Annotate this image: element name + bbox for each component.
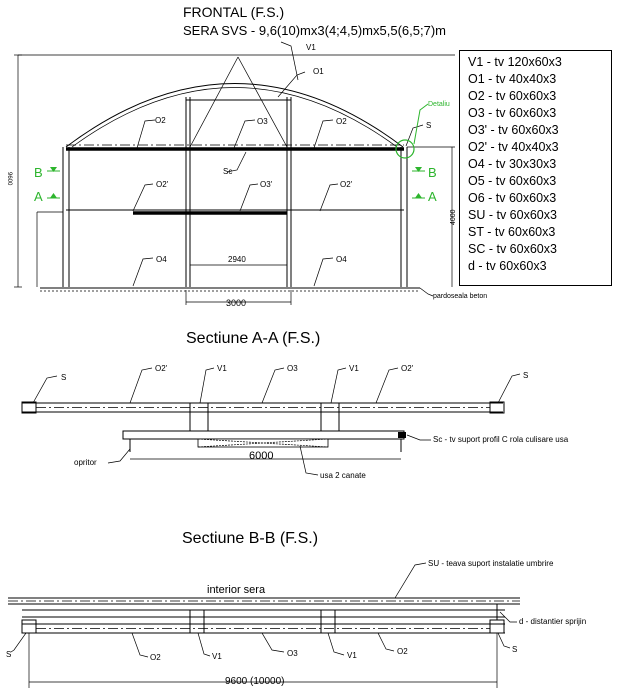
section-bb-drawing bbox=[6, 559, 586, 688]
frontal-title: FRONTAL (F.S.) bbox=[183, 4, 285, 20]
label-s: S bbox=[426, 121, 432, 130]
section-a-left: A bbox=[34, 189, 43, 204]
s-left-post bbox=[22, 402, 36, 413]
bb-v1-right-post bbox=[321, 610, 335, 633]
bb-label-o2-left: O2 bbox=[150, 653, 161, 662]
aa-label-v1-right: V1 bbox=[349, 364, 359, 373]
section-a-right: A bbox=[428, 189, 437, 204]
bb-dim-bottom: 9600 (10000) bbox=[225, 676, 285, 687]
section-aa-drawing bbox=[22, 364, 569, 480]
section-bb-title: Sectiune B-B (F.S.) bbox=[182, 530, 319, 547]
arrow-a-right bbox=[415, 193, 422, 198]
legend-item-o6: O6 - tv 60x60x3 bbox=[468, 191, 557, 205]
dim-2940: 2940 bbox=[228, 255, 246, 264]
sc-end bbox=[398, 432, 406, 438]
profile-legend bbox=[459, 50, 612, 286]
bb-label-s-left: S bbox=[6, 650, 12, 659]
section-aa-title: Sectiune A-A (F.S.) bbox=[186, 330, 321, 347]
bb-v1-left-post bbox=[190, 610, 204, 633]
bb-label-v1-right: V1 bbox=[347, 651, 357, 660]
label-o3: O3 bbox=[257, 117, 268, 126]
dim-3000: 3000 bbox=[226, 298, 247, 308]
arrow-a-left bbox=[50, 193, 57, 198]
bb-label-su-note: SU - teava suport instalatie umbrire bbox=[428, 559, 554, 568]
legend-item-o3: O3 - tv 60x60x3 bbox=[468, 106, 557, 120]
aa-label-sc-note: Sc - tv suport profil C rola culisare usa bbox=[433, 435, 569, 444]
sc-support bbox=[123, 431, 404, 439]
label-o2p-left: O2' bbox=[156, 180, 169, 189]
legend-item-o5: O5 - tv 60x60x3 bbox=[468, 174, 557, 188]
bb-label-s-right: S bbox=[512, 645, 518, 654]
bb-label-v1-left: V1 bbox=[212, 652, 222, 661]
section-b-right: B bbox=[428, 165, 437, 180]
aa-label-o2p-left: O2' bbox=[155, 364, 168, 373]
label-o3p: O3' bbox=[260, 180, 273, 189]
label-sc: Sc bbox=[223, 167, 233, 176]
aa-label-usa: usa 2 canate bbox=[320, 471, 366, 480]
bb-label-o3: O3 bbox=[287, 649, 298, 658]
label-o2-left: O2 bbox=[155, 116, 166, 125]
label-detaliu: Detaliu bbox=[428, 101, 450, 108]
label-o4-right: O4 bbox=[336, 255, 347, 264]
legend-item-o4: O4 - tv 30x30x3 bbox=[468, 157, 557, 171]
aa-label-v1-left: V1 bbox=[217, 364, 227, 373]
dim-right: 4000 bbox=[450, 209, 457, 225]
label-o1: O1 bbox=[313, 67, 324, 76]
label-o2p-right: O2' bbox=[340, 180, 353, 189]
aa-label-s-left: S bbox=[61, 373, 67, 382]
label-o4-left: O4 bbox=[156, 255, 167, 264]
legend-item-o2: O2 - tv 60x60x3 bbox=[468, 89, 557, 103]
dim-left: 9600 bbox=[6, 172, 12, 186]
label-o2-right: O2 bbox=[336, 117, 347, 126]
frontal-subtitle: SERA SVS - 9,6(10)mx3(4;4,5)mx5,5(6,5;7)m bbox=[183, 23, 446, 38]
bb-s-right-post bbox=[490, 620, 504, 633]
aa-label-o2p-right: O2' bbox=[401, 364, 414, 373]
legend-item-d: d - tv 60x60x3 bbox=[468, 259, 547, 273]
label-v1: V1 bbox=[306, 43, 316, 52]
aa-label-opritor: opritor bbox=[74, 458, 97, 467]
legend-item-st: ST - tv 60x60x3 bbox=[468, 225, 556, 239]
bb-label-interior: interior sera bbox=[207, 584, 266, 596]
dim-6000: 6000 bbox=[249, 450, 274, 462]
frontal-elevation bbox=[6, 42, 487, 308]
legend-item-o2p: O2' - tv 40x40x3 bbox=[468, 140, 559, 154]
bb-label-o2-right: O2 bbox=[397, 647, 408, 656]
legend-item-o1: O1 - tv 40x40x3 bbox=[468, 72, 557, 86]
aa-label-o3: O3 bbox=[287, 364, 298, 373]
aa-label-s-right: S bbox=[523, 371, 529, 380]
legend-item-sc: SC - tv 60x60x3 bbox=[468, 242, 557, 256]
legend-item-o3p: O3' - tv 60x60x3 bbox=[468, 123, 559, 137]
legend-item-v1: V1 - tv 120x60x3 bbox=[468, 55, 562, 69]
label-pardoseala: pardoseala beton bbox=[433, 293, 488, 300]
s-right-post bbox=[490, 402, 504, 413]
legend-item-su: SU - tv 60x60x3 bbox=[468, 208, 557, 222]
bb-s-left-post bbox=[22, 620, 36, 633]
section-b-left: B bbox=[34, 165, 43, 180]
bb-label-d-note: d - distantier sprijin bbox=[519, 617, 587, 626]
